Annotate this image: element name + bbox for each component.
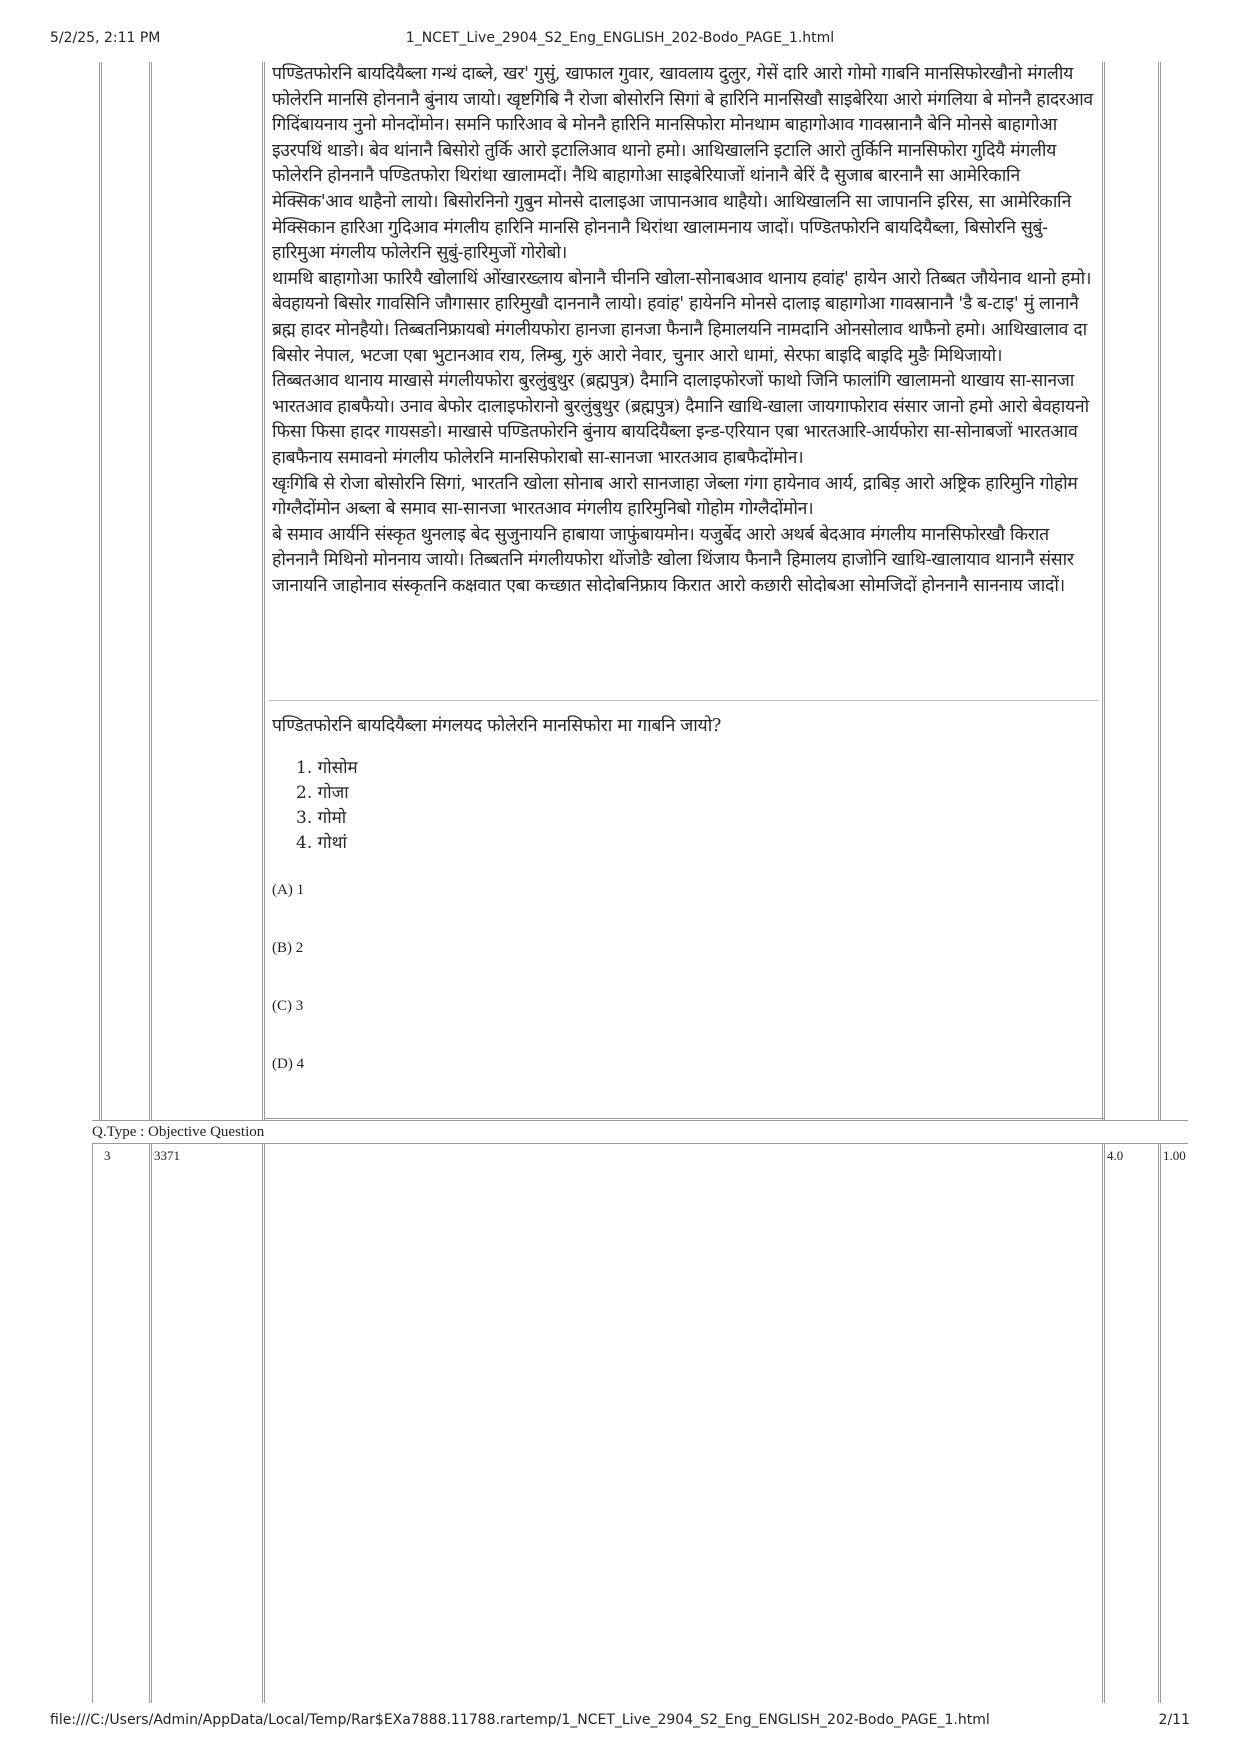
statement-item: 3. गोमो [296,808,347,828]
column-divider [1104,62,1105,1120]
column-divider [262,62,263,1120]
column-divider [1102,62,1103,1120]
print-title: 1_NCET_Live_2904_S2_Eng_ENGLISH_202-Bodo_PAGE_1.html [405,30,835,46]
column-divider [264,62,265,1120]
column-divider [1158,62,1159,1120]
statement-item: 4. गोथां [296,833,347,853]
file-url: file:///C:/Users/Admin/AppData/Local/Temp/Rar$EXa7888.11788.rartemp/1_NCET_Live_2904_S2_Eng_ENGLISH_202-Bodo_PAGE_1.html [50,1712,990,1728]
question-text: पण्डितफोरनि बायदियैब्ला मंगलयद फोलेरनि मानसिफोरा मा गाबनि जायो? [272,716,721,736]
question-type: Q.Type : Objective Question [92,1124,265,1140]
cell-bottom-border [264,1118,1104,1119]
passage-paragraph: तिब्बतआव थानाय माखासे मंगलीयफोरा बुरलुंबुथुर (ब्रह्मपुत्र) दैमानि दालाइफोरजों फाथो जिनि फालांगि खालामनो थाखाय सा-सानजा भारतआव हाबफैयो। उनाव बेफोर दालाइफोरानो बुरलुंबुथुर (ब्रह्मपुत्र) दैमानि खाथि-खाला जायगाफोराव संसार जानो हमो आरो बेवहायनो फिसा फिसा हादर गायसङो। माखासे पण्डितफोरनि बुंनाय बायदियैब्ला इन्ड-एरियान एबा भारतआरि-आर्यफोरा सा-सोनाबजों भारतआव हाबफैनाय समावनो मंगलीय फोलेरनि मानसिफोराबो सा-सानजा भारतआव हाबफैदोंमोन। [272,371,1089,468]
row-border [92,1143,1188,1144]
print-date: 5/2/25, 2:11 PM [50,30,161,46]
row-border [92,1120,1188,1121]
statement-item: 1. गोसोम [296,758,358,778]
option-a: (A) 1 [272,882,305,898]
column-divider [1104,1143,1105,1703]
column-divider [1102,1143,1103,1703]
page-number: 2/11 [1158,1712,1190,1728]
column-divider [151,62,152,1120]
column-divider [149,62,150,1120]
negative-marks-value: 1.00 [1163,1148,1186,1163]
statement-item: 2. गोजा [296,783,349,803]
passage-paragraph: बे समाव आर्यनि संस्कृत थुनलाइ बेद सुजुनायनि हाबाया जाफुंबायमोन। यजुर्बेद आरो अथर्ब बेदआव मंगलीय मानसिफोरखौ किरात होननानै मिथिनो मोननाय जायो। तिब्बतनि मंगलीयफोरा थोंजोङै खोला थिंजाय फैनानै हिमालय हाजोनि खाथि-खालायाव थानानै संसार जानायनि जाहोनाव संस्कृतनि कक्षवात एबा कच्छात सोदोबनिफ्राय किरात आरो कछारी सोदोबआ सोमजिदों होननानै साननाय जादों। [272,524,1074,596]
column-divider [262,1143,263,1703]
passage-paragraph: थामथि बाहागोआ फारियै खोलाथिं ओंखारख्लाय बोनानै चीननि खोला-सोनाबआव थानाय हवांह' हायेन आरो तिब्बत जौयेनाव थानो हमो। बेवहायनो बिसोर गावसिनि जौगासार हारिमुखौ दाननानै लायो। हवांह' हायेननि मोनसे दालाइ बाहागोआ गावस्रानानै 'डै ब-टाइ' मुं लानानै ब्रह्म हादर मोनहैयो। तिब्बतनिफ्रायबो मंगलीयफोरा हानजा हानजा फैनानै हिमालयनि नामदानि ओनसोलाव थाफैनो हमो। आथिखालाव दा बिसोर नेपाल, भटजा एबा भुटानआव राय, लिम्बु, गुरुं आरो नेवार, चुनार आरो धामां, सेरफा बाइदि बाइदि मुङै मिथिजायो। [272,268,1092,366]
table-border-left [92,1143,93,1703]
print-footer [0,1712,1240,1732]
column-divider [151,1143,152,1703]
option-b: (B) 2 [272,940,304,956]
reading-passage [272,62,1096,599]
column-divider [264,1143,265,1703]
column-divider [1158,1143,1159,1703]
marks-value: 4.0 [1107,1148,1124,1163]
serial-number: 3 [104,1148,111,1163]
table-border-left-inner [101,62,102,1120]
passage-paragraph: खृःगिबि से रोजा बोसोरनि सिगां, भारतनि खोला सोनाब आरो सानजाहा जेब्ला गंगा हायेनाव आर्य, द्राबिड़ आरो अष्ट्रिक हारिमुनि गोहोम गोग्लैदोंमोन अब्ला बे समाव सा-सानजा भारतआव मंगलीय हारिमुनिबो गोहोम गोग्लैदोंमोन। [272,473,1078,520]
column-divider [149,1143,150,1703]
option-c: (C) 3 [272,998,304,1014]
column-divider [1160,62,1161,1120]
question-id: 3371 [154,1148,180,1163]
print-header [0,30,1240,50]
option-d: (D) 4 [272,1056,305,1072]
passage-separator [268,700,1098,701]
column-divider [1160,1143,1161,1703]
statement-list [296,756,358,856]
table-border-left [99,62,100,1120]
passage-paragraph: पण्डितफोरनि बायदियैब्ला गन्थं दाब्ले, खर' गुसुं, खाफाल गुवार, खावलाय दुलुर, गेसें दारि आरो गोमो गाबनि मानसिफोरखौनो मंगलीय फोलेरनि मानसि होननानै बुंनाय जायो। खृष्टगिबि नै रोजा बोसोरनि सिगां बे हारिनि मानसिखौ साइबेरिया आरो मंगलिया बे मोननै हादरआव गिदिंबायनाय नुनो मोनदोंमोन। समनि फारिआव बे मोननै हारिनि मानसिफोरा मोनथाम बाहागोआव गावस्रानानै बेनि मोनसे बाहागोआ इउरपथिं थाङो। बेव थांनानै बिसोरो तुर्कि आरो इटालिआव थानो हमो। आथिखालनि इटालि आरो तुर्किनि मानसिफोरा गुदियै मंगलीय फोलेरनि होननानै पण्डितफोरा थिरांथा खालामदों। नैथि बाहागोआ साइबेरियाजों थांनानै बेरिं दै सुजाब बारनानै सा आमेरिकानि मेक्सिक'आव थाहैनो लायो। बिसोरनिनो गुबुन मोनसे दालाइआ जापानआव थाहैयो। आथिखालनि सा जापाननि इरिस, सा आमेरिकानि मेक्सिकान हारिआ गुदिआव मंगलीय हारिनि मानसि होननानै थिरांथा खालामनाय जादों। पण्डितफोरनि बायदियैब्ला, बिसोरनि सुबुं-हारिमुआ मंगलीय फोलेरनि सुबुं-हारिमुजों गोरोबो। [272,64,1093,264]
